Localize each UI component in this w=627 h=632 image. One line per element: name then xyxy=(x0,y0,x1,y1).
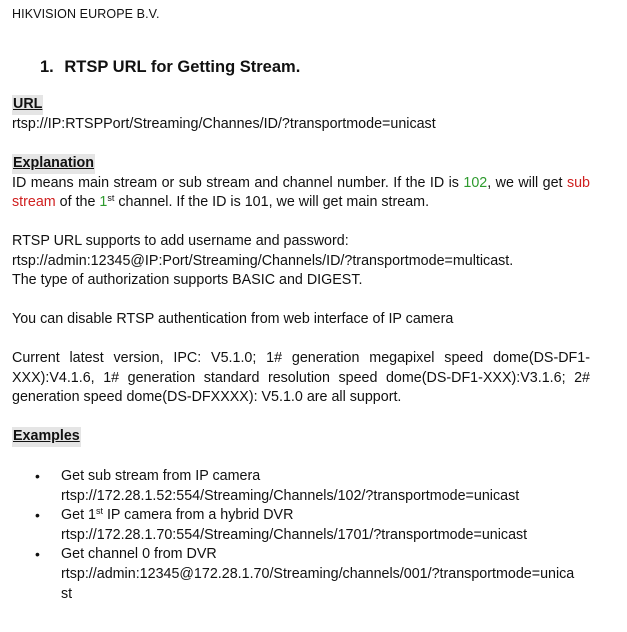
list-item xyxy=(12,467,590,506)
text-run: ID means main stream or sub stream and channel number. If the ID is xyxy=(12,174,464,191)
example-title: Get 1 xyxy=(61,507,96,524)
explanation-label: Explanation xyxy=(12,154,95,174)
sub-stream-term: sub stream xyxy=(12,174,590,211)
disable-auth-paragraph: You can disable RTSP authentication from web interface of IP camera xyxy=(12,311,454,327)
auth-line-1: RTSP URL supports to add username and password: xyxy=(12,233,349,249)
text-run: , we will get xyxy=(487,174,567,191)
examples-block xyxy=(12,427,590,447)
examples-label: Examples xyxy=(12,427,81,447)
auth-line-2: rtsp://admin:12345@IP:Port/Streaming/Channels/ID/?transportmode=multicast. xyxy=(12,252,514,269)
url-label: URL xyxy=(12,95,43,115)
example-title: Get sub stream from IP camera xyxy=(61,468,261,484)
example-title: Get channel 0 from DVR xyxy=(61,546,217,563)
section-heading xyxy=(40,58,300,77)
section-number: 1. xyxy=(40,58,54,76)
text-run: channel. If the ID is 101, we will get main stream. xyxy=(114,194,430,211)
examples-list-wrap xyxy=(12,467,590,604)
version-paragraph: Current latest version, IPC: V5.1.0; 1# generation megapixel speed dome(DS-DF1-XXX):V4.1.6, 1# generation standard resolution speed dome(DS-DF1-XXX):V3.1.6; 2# generation speed dome(DS-DFXXXX): V5.1.0 are all support. xyxy=(12,350,590,406)
examples-list xyxy=(12,467,590,604)
ordinal-suffix: st xyxy=(95,506,103,517)
url-template: rtsp://IP:RTSPPort/Streaming/Channes/ID/?transportmode=unicast xyxy=(12,115,436,132)
list-item xyxy=(12,545,590,604)
example-title-rest: IP camera from a hybrid DVR xyxy=(102,507,294,524)
bullet-icon: • xyxy=(35,507,40,524)
list-item xyxy=(12,506,590,545)
explanation-paragraph-1 xyxy=(12,174,590,213)
section-title: RTSP URL for Getting Stream. xyxy=(64,58,301,76)
company-header: HIKVISION EUROPE B.V. xyxy=(12,7,160,21)
ordinal-suffix: st xyxy=(107,193,115,204)
example-url: rtsp://admin:12345@172.28.1.70/Streaming/channels/001/?transportmode=unicast xyxy=(61,565,575,602)
channel-ordinal: 1 xyxy=(99,194,108,211)
bullet-icon: • xyxy=(35,546,40,563)
text-run: of the xyxy=(55,194,100,211)
example-url: rtsp://172.28.1.52:554/Streaming/Channels/102/?transportmode=unicast xyxy=(61,487,520,504)
auth-line-3: The type of authorization supports BASIC and DIGEST. xyxy=(12,272,363,289)
explanation-block xyxy=(12,154,590,213)
example-url: rtsp://172.28.1.70:554/Streaming/Channels/1701/?transportmode=unicast xyxy=(61,526,528,543)
main-id-value: 102 xyxy=(463,174,488,191)
url-block xyxy=(12,95,590,134)
bullet-icon: • xyxy=(35,468,40,484)
auth-paragraph xyxy=(12,232,590,291)
